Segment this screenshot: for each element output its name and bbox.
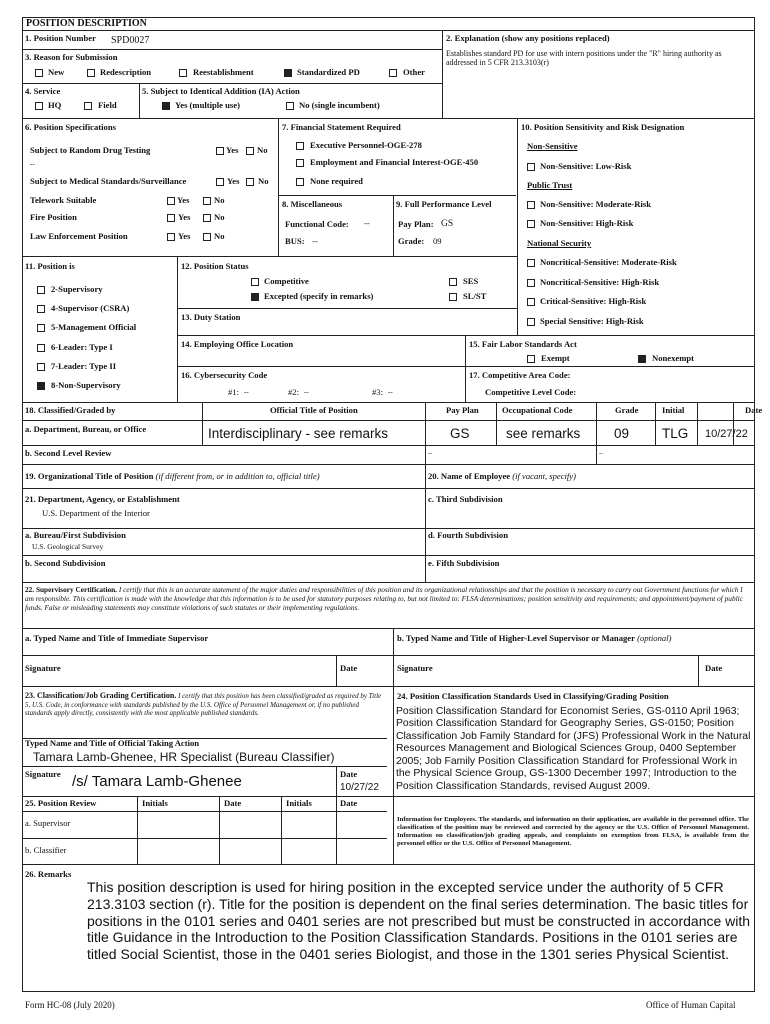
bus-label: BUS: — [285, 236, 305, 246]
pos-leader1-label: 6-Leader: Type I — [51, 342, 113, 352]
status-excepted-checkbox[interactable] — [251, 293, 259, 301]
position-number-label: 1. Position Number — [25, 33, 96, 43]
cyber-label: 16. Cybersecurity Code — [181, 370, 268, 380]
financial-oge278-label: Executive Personnel-OGE-278 — [310, 140, 422, 150]
review-supervisor-label: a. Supervisor — [25, 818, 71, 828]
classification-certification: 23. Classification/Job Grading Certification. I certify that this position has been classified/graded as required by Title 5, U.S. Code, in conformance with standards published by the U.S. Office of Personnel Management or, if no published standards apply directly, consistently with the most applicable published standards. — [25, 691, 382, 717]
sensitivity-label: 10. Position Sensitivity and Risk Designation — [521, 122, 685, 132]
review-initials-header-2: Initials — [286, 798, 312, 808]
service-hq-checkbox[interactable] — [35, 102, 43, 110]
drug-no-checkbox[interactable] — [246, 147, 254, 155]
ia-no-checkbox[interactable] — [286, 102, 294, 110]
status-slst-label: SL/ST — [463, 291, 487, 301]
cyber-1-label: #1: — [228, 387, 239, 397]
explanation-label: 2. Explanation (show any positions replaced) — [446, 33, 610, 43]
classifier-date-value[interactable]: 10/27/22 — [340, 782, 379, 793]
status-ses-checkbox[interactable] — [449, 278, 457, 286]
law-no-checkbox[interactable] — [203, 233, 211, 241]
footer-form: Form HC-08 (July 2020) — [25, 1000, 115, 1010]
drug-testing-label: Subject to Random Drug Testing — [30, 145, 151, 155]
grade-header: Grade — [615, 405, 639, 415]
pos-leader2-label: 7-Leader: Type II — [51, 361, 117, 371]
law-yes-label: Yes — [178, 231, 191, 241]
service-field-label: Field — [98, 100, 117, 110]
reason-redescription-label: Redescription — [100, 67, 152, 77]
third-subdivision-label: c. Third Subdivision — [428, 494, 503, 504]
flsa-label: 15. Fair Labor Standards Act — [469, 339, 577, 349]
review-date-header-1: Date — [224, 798, 242, 808]
pos-leader1-checkbox[interactable] — [37, 344, 45, 352]
pos-management-label: 5-Management Official — [51, 322, 137, 332]
medical-yes-checkbox[interactable] — [216, 178, 224, 186]
pay-plan-header: Pay Plan — [446, 405, 479, 415]
special-label: Special Sensitive: High-Risk — [540, 316, 644, 326]
status-excepted-label: Excepted (specify in remarks) — [264, 291, 374, 301]
financial-oge278-checkbox[interactable] — [296, 142, 304, 150]
reason-reestablishment-checkbox[interactable] — [179, 69, 187, 77]
remarks-text[interactable]: This position description is used for hiring position in the excepted service under the authority of 5 CFR 213.3103 section (r). Title for the position is dependent on the final series determination. The basic titles for positions in the 0101 series and 0401 series are not prescribed but must be constructed in accordance with title Guidance in the Introduction to the Position Classification Standards. Positions in the 0101 series are titled Social Scientist, those in the 0401 series Biologist, and those in the 1301 series Physical Scientist. — [87, 879, 751, 963]
pay-plan-value[interactable]: GS — [450, 426, 470, 441]
date-header: Date — [745, 405, 763, 415]
drug-yes-label: Yes — [226, 145, 239, 155]
occ-code-header: Occupational Code — [502, 405, 573, 415]
telework-label: Telework Suitable — [30, 195, 97, 205]
explanation-text[interactable]: Establishes standard PD for use with intern positions under the "R" hiring authority as addressed in 5 CFR 213.3103(r) — [446, 49, 722, 68]
competitive-level-label: Competitive Level Code: — [485, 387, 577, 397]
flsa-nonexempt-checkbox[interactable] — [638, 355, 646, 363]
telework-yes-checkbox[interactable] — [167, 197, 175, 205]
pos-nonsupervisory-checkbox[interactable] — [37, 382, 45, 390]
reason-other-label: Other — [403, 67, 425, 77]
review-date-header-2: Date — [340, 798, 358, 808]
supervisor-signature-label[interactable]: Signature — [25, 663, 61, 673]
financial-oge450-checkbox[interactable] — [296, 159, 304, 167]
service-hq-label: HQ — [48, 100, 62, 110]
reason-standardized-label: Standardized PD — [297, 67, 360, 77]
drug-testing-sub: -- — [30, 160, 35, 168]
telework-yes-label: Yes — [177, 195, 190, 205]
form-title: POSITION DESCRIPTION — [26, 18, 147, 29]
office-location-label: 14. Employing Office Location — [181, 339, 294, 349]
review-label: 25. Position Review — [25, 798, 97, 808]
fire-yes-checkbox[interactable] — [167, 214, 175, 222]
second-level-dash-1: -- — [428, 451, 432, 457]
pos-supervisory-label: 2-Supervisory — [51, 284, 103, 294]
ia-yes-checkbox[interactable] — [162, 102, 170, 110]
dept-bureau-label: a. Department, Bureau, or Office — [25, 424, 147, 434]
manager-signature-label[interactable]: Signature — [397, 663, 433, 673]
employee-label: 20. Name of Employee (if vacant, specify) — [428, 471, 576, 481]
financial-label: 7. Financial Statement Required — [282, 122, 401, 132]
service-label: 4. Service — [25, 86, 61, 96]
grade-value[interactable]: 09 — [614, 426, 630, 441]
fifth-subdivision-label: e. Fifth Subdivision — [428, 558, 500, 568]
higher-supervisor-label: b. Typed Name and Title of Higher-Level Supervisor or Manager (optional) — [397, 633, 672, 643]
functional-code-value[interactable]: -- — [364, 218, 370, 228]
status-label: 12. Position Status — [181, 261, 249, 271]
full-grade-label: Grade: — [398, 236, 425, 246]
footer-office: Office of Human Capital — [646, 1000, 736, 1010]
position-number-value[interactable]: SPD0027 — [111, 35, 150, 46]
reason-new-checkbox[interactable] — [35, 69, 43, 77]
org-title-label: 19. Organizational Title of Position (if different from, or in addition to, official title) — [25, 471, 320, 481]
flsa-exempt-checkbox[interactable] — [527, 355, 535, 363]
special-checkbox[interactable] — [527, 318, 535, 326]
critical-checkbox[interactable] — [527, 298, 535, 306]
date-value[interactable]: 10/27/22 — [705, 428, 748, 440]
medical-no-label: No — [258, 176, 269, 186]
ns-high-label: Non-Sensitive: High-Risk — [540, 218, 634, 228]
reason-other-checkbox[interactable] — [389, 69, 397, 77]
classifier-signature-value[interactable]: /s/ Tamara Lamb-Ghenee — [72, 773, 242, 790]
reason-label: 3. Reason for Submission — [25, 52, 118, 62]
ns-moderate-label: Non-Sensitive: Moderate-Risk — [540, 199, 651, 209]
drug-yes-checkbox[interactable] — [216, 147, 224, 155]
second-level-dash-2: -- — [599, 451, 603, 457]
bureau-label: a. Bureau/First Subdivision — [25, 530, 126, 540]
taking-action-label: Typed Name and Title of Official Taking Action — [25, 738, 200, 748]
ia-yes-label: Yes (multiple use) — [175, 100, 240, 110]
cyber-3-value[interactable]: -- — [388, 388, 393, 396]
status-competitive-label: Competitive — [264, 276, 309, 286]
fire-yes-label: Yes — [178, 212, 191, 222]
classified-label: 18. Classified/Graded by — [25, 405, 116, 415]
reason-redescription-checkbox[interactable] — [87, 69, 95, 77]
full-pay-plan-label: Pay Plan: — [398, 219, 434, 229]
service-field-checkbox[interactable] — [84, 102, 92, 110]
status-competitive-checkbox[interactable] — [251, 278, 259, 286]
second-level-label: b. Second Level Review — [25, 448, 112, 458]
pos-csra-label: 4-Supervisor (CSRA) — [51, 303, 130, 313]
public-trust-heading: Public Trust — [527, 180, 573, 190]
pos-nonsupervisory-label: 8-Non-Supervisory — [51, 380, 121, 390]
competitive-area-label: 17. Competitive Area Code: — [469, 370, 571, 380]
pos-supervisory-checkbox[interactable] — [37, 286, 45, 294]
law-yes-checkbox[interactable] — [167, 233, 175, 241]
law-no-label: No — [214, 231, 225, 241]
occ-code-value[interactable]: see remarks — [506, 426, 581, 441]
classifier-date-label: Date — [340, 769, 358, 779]
pos-leader2-checkbox[interactable] — [37, 363, 45, 371]
ia-no-label: No (single incumbent) — [299, 100, 380, 110]
telework-no-checkbox[interactable] — [203, 197, 211, 205]
official-title-header: Official Title of Position — [270, 405, 358, 415]
status-ses-label: SES — [463, 276, 479, 286]
nc-moderate-label: Noncritical-Sensitive: Moderate-Risk — [540, 257, 677, 267]
standards-text[interactable]: Position Classification Standard for Economist Series, GS-0110 April 1963; Position Classification Standard for Geography Series, GS-0150; Position Classification Job Family Standard for (JFS) Professional Work in the Natural Resources Management and Biological Sciences Group, 0400 September 2005; Job Family Position Classification Standard for Professional Work in the Physical Science Group, GS-1300 December 1997; Introduction to the Position Classification Standards, revised August 2009. — [396, 706, 751, 792]
national-security-heading: National Security — [527, 238, 592, 248]
flsa-nonexempt-label: Nonexempt — [652, 353, 695, 363]
nc-moderate-checkbox[interactable] — [527, 259, 535, 267]
financial-none-label: None required — [310, 176, 363, 186]
fourth-subdivision-label: d. Fourth Subdivision — [428, 530, 509, 540]
specs-label: 6. Position Specifications — [25, 122, 116, 132]
classifier-signature-label: Signature — [25, 769, 61, 779]
misc-label: 8. Miscellaneous — [282, 199, 343, 209]
reason-new-label: New — [48, 67, 65, 77]
drug-no-label: No — [257, 145, 268, 155]
immediate-supervisor-label: a. Typed Name and Title of Immediate Supervisor — [25, 633, 209, 643]
nc-high-checkbox[interactable] — [527, 279, 535, 287]
remarks-label: 26. Remarks — [25, 869, 72, 879]
medical-yes-label: Yes — [227, 176, 240, 186]
full-pay-plan-value[interactable]: GS — [441, 219, 454, 229]
ns-low-label: Non-Sensitive: Low-Risk — [540, 161, 632, 171]
review-initials-header-1: Initials — [142, 798, 168, 808]
ns-moderate-checkbox[interactable] — [527, 201, 535, 209]
manager-date-label: Date — [705, 663, 723, 673]
financial-oge450-label: Employment and Financial Interest-OGE-450 — [310, 157, 479, 167]
ia-label: 5. Subject to Identical Addition (IA) Action — [142, 86, 300, 96]
initial-header: Initial — [662, 405, 685, 415]
review-classifier-label: b. Classifier — [25, 845, 67, 855]
ns-low-checkbox[interactable] — [527, 163, 535, 171]
position-is-label: 11. Position is — [25, 261, 75, 271]
duty-station-label: 13. Duty Station — [181, 312, 241, 322]
financial-none-checkbox[interactable] — [296, 178, 304, 186]
dept-agency-value[interactable]: U.S. Department of the Interior — [42, 508, 150, 518]
bureau-value[interactable]: U.S. Geological Survey — [32, 542, 104, 551]
flsa-exempt-label: Exempt — [541, 353, 570, 363]
non-sensitive-heading: Non-Sensitive — [527, 141, 578, 151]
initial-value[interactable]: TLG — [662, 426, 689, 441]
nc-high-label: Noncritical-Sensitive: High-Risk — [540, 277, 660, 287]
reason-standardized-checkbox[interactable] — [284, 69, 292, 77]
pos-management-checkbox[interactable] — [37, 324, 45, 332]
second-subdivision-label: b. Second Subdivision — [25, 558, 106, 568]
standards-label: 24. Position Classification Standards Used in Classifying/Grading Position — [397, 691, 669, 701]
status-slst-checkbox[interactable] — [449, 293, 457, 301]
employee-information: Information for Employees. The standards, and information on their application, are available in the personnel office. The classification of the position may be reviewed and corrected by the agency or the U.S. Office of Personnel Management. Information on classification/job grading appeals, and complaints on exemption from FLSA, is available from the personnel office or the U.S. Office of Personnel Management. — [397, 816, 749, 848]
critical-label: Critical-Sensitive: High-Risk — [540, 296, 647, 306]
bus-value[interactable]: -- — [312, 236, 318, 246]
taking-action-value[interactable]: Tamara Lamb-Ghenee, HR Specialist (Bureau Classifier) — [33, 750, 335, 764]
supervisory-certification: 22. Supervisory Certification. I certify that this is an accurate statement of the major duties and responsibilities of this position and its organizational relationships and that the position is necessary to carry out Government functions for which I am responsible. This certification is made with the knowledge that this information is to be used for statutory purposes relating to, but not limited to: FLSA determinations; position sensitivity and requirements; and appointment/payment of public funds. False or misleading statements may constitute violations of such statutes or their implementing regulations. — [25, 585, 743, 612]
fire-no-label: No — [214, 212, 225, 222]
reason-reestablishment-label: Reestablishment — [193, 67, 254, 77]
cyber-1-value[interactable]: -- — [244, 388, 249, 396]
official-title-value[interactable]: Interdisciplinary - see remarks — [208, 426, 389, 441]
fire-label: Fire Position — [30, 212, 77, 222]
cyber-3-label: #3: — [372, 387, 383, 397]
dept-agency-label: 21. Department, Agency, or Establishment — [25, 494, 180, 504]
functional-code-label: Functional Code: — [285, 219, 349, 229]
telework-no-label: No — [214, 195, 225, 205]
ns-high-checkbox[interactable] — [527, 220, 535, 228]
fire-no-checkbox[interactable] — [203, 214, 211, 222]
cyber-2-value[interactable]: -- — [304, 388, 309, 396]
full-performance-label: 9. Full Performance Level — [396, 199, 492, 209]
full-grade-value[interactable]: 09 — [433, 236, 442, 246]
pos-csra-checkbox[interactable] — [37, 305, 45, 313]
law-label: Law Enforcement Position — [30, 231, 128, 241]
supervisor-date-label: Date — [340, 663, 358, 673]
medical-no-checkbox[interactable] — [246, 178, 254, 186]
cyber-2-label: #2: — [288, 387, 299, 397]
medical-label: Subject to Medical Standards/Surveillance — [30, 176, 187, 186]
